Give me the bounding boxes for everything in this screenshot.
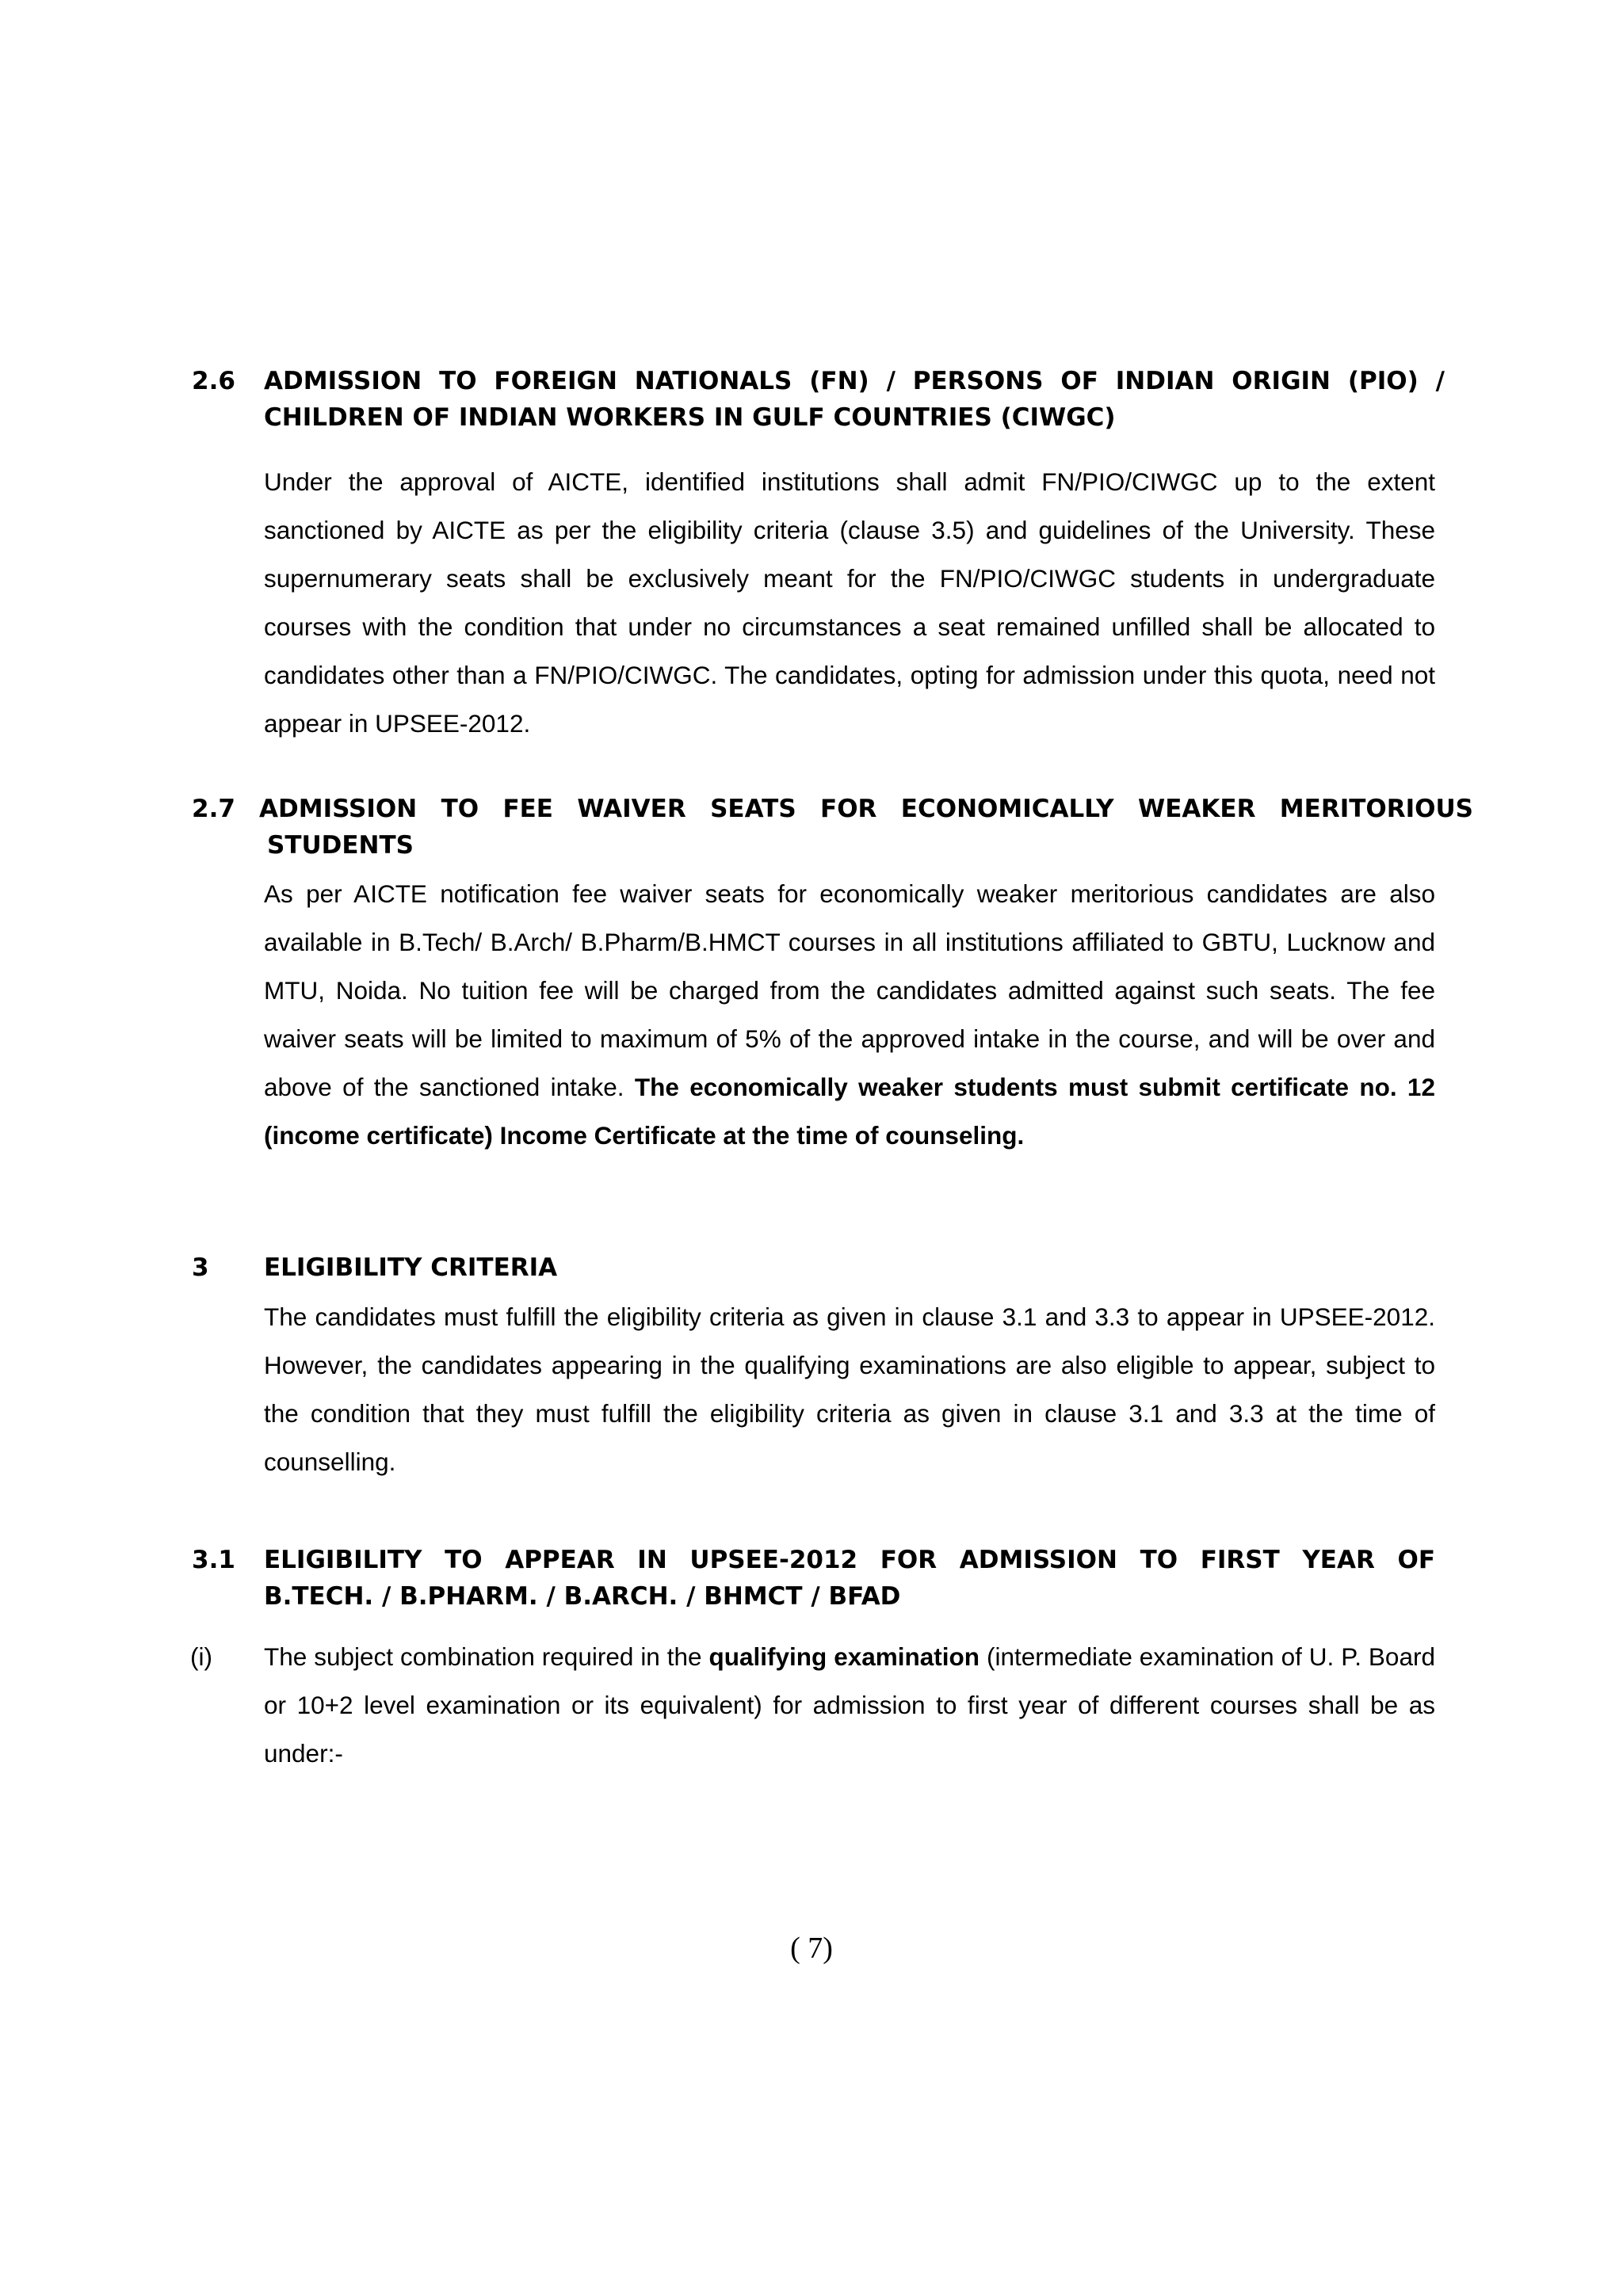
- section-body: [264, 870, 1435, 1160]
- section-body-text: As per AICTE notification fee waiver seats for economically weaker meritorious candidates are also available in B.Tech/ B.Arch/ B.Pharm/B.HMCT courses in all institutions affiliated to GBTU, Lucknow and MTU, Noida. No tuition fee will be charged from the candidates admitted against such seats. The fee waiver seats will be limited to maximum of 5% of the approved intake in the course, and will be over and above of the sanctioned intake.: [264, 879, 1435, 1101]
- section-heading-line: ELIGIBILITY TO APPEAR IN UPSEE-2012 FOR ADMISSION TO FIRST YEAR OF: [264, 1546, 1435, 1574]
- section-body-emphasis: The economically weaker students must submit certificate no. 12 (income certificate) Income Certificate at the time of counseling.: [264, 1073, 1435, 1150]
- list-item-text-pre: The subject combination required in the: [264, 1642, 702, 1671]
- section-heading: [264, 363, 1445, 436]
- section-number: 2.7: [192, 795, 235, 823]
- section-body: Under the approval of AICTE, identified institutions shall admit FN/PIO/CIWGC up to the extent sanctioned by AICTE as per the eligibility criteria (clause 3.5) and guidelines of the University. These supernumerary seats shall be exclusively meant for the FN/PIO/CIWGC students in undergraduate courses with the condition that under no circumstances a seat remained unfilled shall be allocated to candidates other than a FN/PIO/CIWGC. The candidates, opting for admission under this quota, need not appear in UPSEE-2012.: [264, 467, 1435, 738]
- section-heading: [264, 1542, 1435, 1615]
- section-number: 3.1: [192, 1546, 235, 1574]
- section-body: The candidates must fulfill the eligibility criteria as given in clause 3.1 and 3.3 to appear in UPSEE-2012. However, the candidates appearing in the qualifying examinations are also eligible to appear, subject to the condition that they must fulfill the eligibility criteria as given in clause 3.1 and 3.3 at the time of counselling.: [264, 1302, 1435, 1476]
- section-heading-line: ADMISSION TO FEE WAIVER SEATS FOR ECONOMICALLY WEAKER MERITORIOUS: [259, 795, 1473, 823]
- section-number: 3: [192, 1253, 209, 1282]
- section-number: 2.6: [192, 367, 235, 395]
- section-heading-line: STUDENTS: [267, 831, 414, 860]
- list-item-text-post: (intermediate examination of U. P. Board or 10+2 level examination or its equivalent) for admission to first year of different courses shall be as under:-: [264, 1642, 1435, 1768]
- list-item-marker: (i): [190, 1642, 212, 1671]
- page-number: ( 7): [790, 1932, 833, 1965]
- list-item-text: [264, 1633, 1435, 1778]
- section-heading: [259, 791, 1473, 864]
- section-heading-line: B.TECH. / B.PHARM. / B.ARCH. / BHMCT / BFAD: [264, 1582, 901, 1611]
- section-heading-line: CHILDREN OF INDIAN WORKERS IN GULF COUNTRIES (CIWGC): [264, 403, 1116, 432]
- section-heading-line: ADMISSION TO FOREIGN NATIONALS (FN) / PERSONS OF INDIAN ORIGIN (PIO) /: [264, 367, 1445, 395]
- section-heading-line: ELIGIBILITY CRITERIA: [264, 1253, 558, 1282]
- section-heading: [264, 1249, 1445, 1286]
- list-item-emphasis: qualifying examination: [708, 1642, 980, 1671]
